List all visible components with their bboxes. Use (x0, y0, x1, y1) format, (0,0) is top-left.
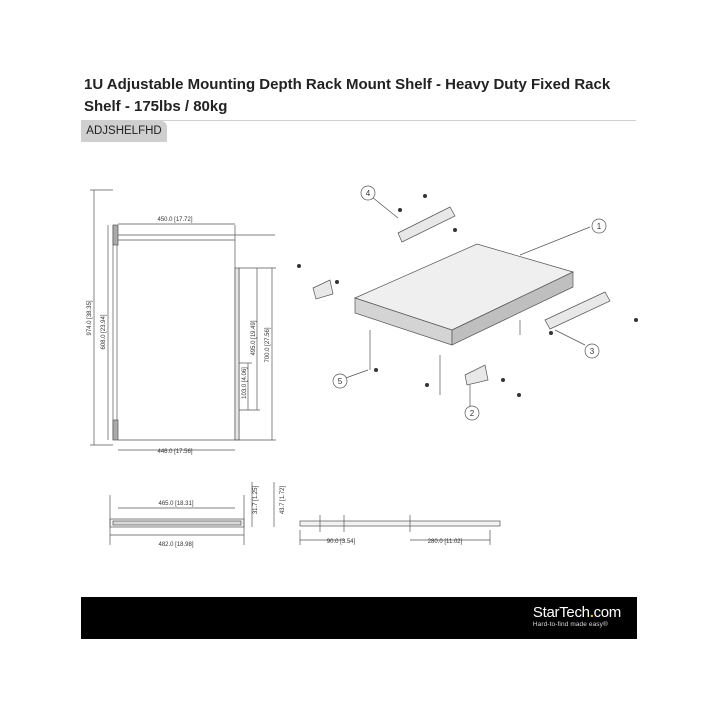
callout-5: 5 (337, 377, 343, 386)
dim-side-90: 90.0 [3.54] (326, 539, 356, 545)
dim-rail-700: 700.0 [27.56] (265, 327, 271, 363)
dim-front-width: 465.0 [18.31] (158, 501, 194, 507)
dim-rail-495: 495.0 [19.49] (251, 320, 257, 356)
dim-top-width: 450.0 [17.72] (157, 217, 193, 223)
callout-1: 1 (596, 222, 602, 231)
brand-footer (81, 597, 637, 639)
top-view (90, 190, 276, 450)
callout-2: 2 (469, 409, 475, 418)
callout-4: 4 (365, 189, 371, 198)
front-view (110, 482, 274, 545)
startech-logo (533, 604, 621, 628)
dim-inner-width: 446.0 [17.56] (157, 449, 193, 455)
logo-text (533, 604, 621, 621)
dim-side-height: 43.7 [1.72] (280, 485, 286, 515)
logo-tagline: Hard-to-find made easy® (532, 621, 608, 628)
logo-name-a: StarTech (532, 604, 590, 621)
callout-3: 3 (589, 347, 595, 356)
dim-overall-width: 482.0 [18.98] (158, 542, 194, 548)
product-title: 1U Adjustable Mounting Depth Rack Mount Shelf - Heavy Duty Fixed Rack Shelf - 175lbs / 80kg (84, 76, 611, 115)
dim-front-height: 31.7 [1.25] (253, 485, 259, 515)
dim-mid-depth: 608.0 [23.94] (101, 314, 107, 350)
sku-tab: ADJSHELFHD (81, 121, 167, 142)
dim-total-depth: 974.0 [38.35] (87, 300, 93, 336)
isometric-view (313, 207, 610, 395)
dim-side-280: 280.0 [11.02] (427, 539, 463, 545)
logo-dot: . (589, 604, 594, 621)
logo-name-b: com (593, 604, 621, 621)
dim-rail-103: 103.0 [4.06] (242, 367, 248, 399)
